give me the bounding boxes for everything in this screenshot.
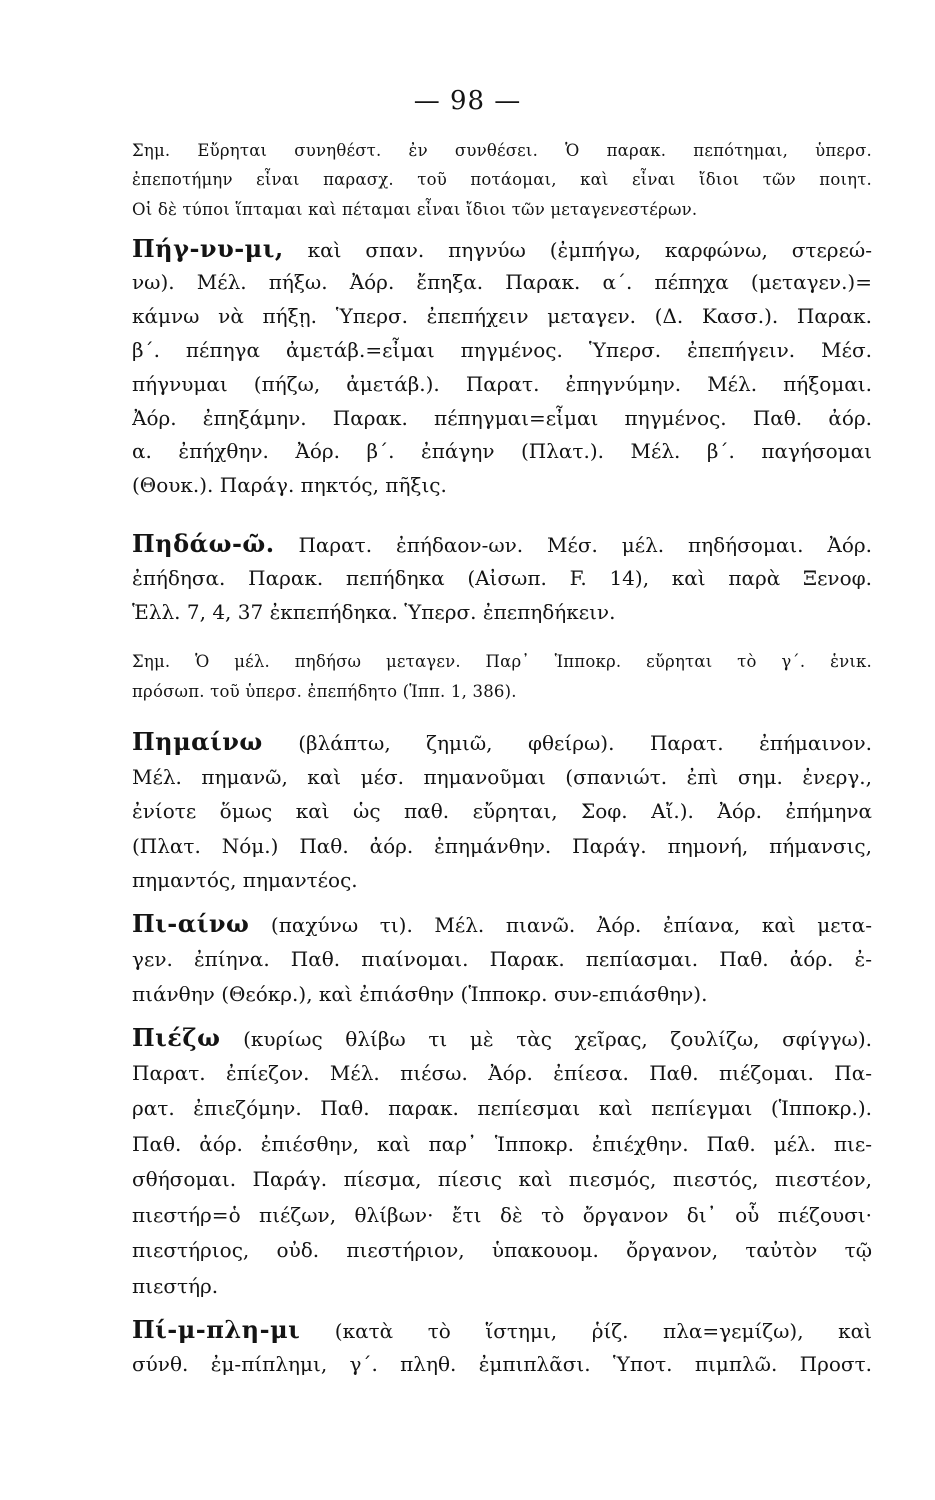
entry-line: Παρατ. ἐπίεζον. Μέλ. πιέσω. Ἀόρ. ἐπίεσα. Παθ. πιέζομαι. Πα- (132, 1061, 872, 1085)
entry-line: Ἑλλ. 7, 4, 37 ἐκπεπήδηκα. Ὑπερσ. ἐπεπηδήκειν. (132, 600, 616, 624)
note-line: πρόσωπ. τοῦ ὑπερσ. ἐπεπήδητο (Ἱππ. 1, 386). (132, 682, 517, 701)
entry-line: ἐπήδησα. Παρακ. πεπήδηκα (Αἰσωπ. F. 14), καὶ παρὰ Ξενοφ. (132, 566, 872, 590)
entry-line: Μέλ. πημανῶ, καὶ μέσ. πημανοῦμαι (σπανιώτ. ἐπὶ σημ. ἐνεργ., (132, 765, 872, 789)
page-number: — 98 — (413, 86, 522, 116)
entry-line: ἐνίοτε ὅμως καὶ ὡς παθ. εὔρηται, Σοφ. Αἴ.). Ἀόρ. ἐπήμηνα (132, 799, 872, 823)
headword: Πί-μ-πλη-μι (132, 1316, 301, 1344)
entry-line: Πήγ-νυ-μι, καὶ σπαν. πηγνύω (ἐμπήγω, καρφώνω, στερεώ- (132, 235, 872, 263)
entry-line: πιεστήρ=ὁ πιέζων, θλίβων· ἔτι δὲ τὸ ὄργανον δι᾽ οὗ πιέζουσι· (132, 1203, 872, 1227)
entry-line: Πί-μ-πλη-μι (κατὰ τὸ ἵστημι, ῥίζ. πλα=γεμίζω), καὶ (132, 1316, 872, 1344)
note-line: Σημ. Ὁ μέλ. πηδήσω μεταγεν. Παρ᾽ Ἱπποκρ. εὔρηται τὸ γ΄. ἑνικ. (132, 652, 872, 671)
entry-line: ρατ. ἐπιεζόμην. Παθ. παρακ. πεπίεσμαι καὶ πεπίεγμαι (Ἱπποκρ.). (132, 1096, 872, 1120)
entry-line: πήγνυμαι (πήζω, ἀμετάβ.). Παρατ. ἐπηγνύμην. Μέλ. πήξομαι. (132, 372, 872, 396)
entry-line: (Πλατ. Νόμ.) Παθ. ἀόρ. ἐπημάνθην. Παράγ. πημονή, πήμανσις, (132, 834, 872, 858)
entry-line: Πι-αίνω (παχύνω τι). Μέλ. πιανῶ. Ἀόρ. ἐπίανα, καὶ μετα- (132, 910, 872, 938)
headword: Πιέζω (132, 1024, 221, 1052)
note-line: Οἱ δὲ τύποι ἵπταμαι καὶ πέταμαι εἶναι ἴδιοι τῶν μεταγενεστέρων. (132, 200, 698, 219)
entry-line: πιεστήριος, οὐδ. πιεστήριον, ὑπακουομ. ὄργανον, ταὐτὸν τῷ (132, 1238, 872, 1262)
headword: Πημαίνω (132, 728, 263, 756)
entry-line: πημαντός, πημαντέος. (132, 868, 358, 892)
entry-line: (Θουκ.). Παράγ. πηκτός, πῆξις. (132, 473, 447, 497)
note-line: Σημ. Εὔρηται συνηθέστ. ἐν συνθέσει. Ὁ παρακ. πεπότημαι, ὑπερσ. (132, 141, 872, 160)
headword: Πήγ-νυ-μι, (132, 235, 284, 263)
entry-line: πιάνθην (Θεόκρ.), καὶ ἐπιάσθην (Ἱπποκρ. συν-επιάσθην). (132, 982, 708, 1006)
entry-line: σύνθ. ἐμ-πίπλημι, γ΄. πληθ. ἐμπιπλᾶσι. Ὑποτ. πιμπλῶ. Προστ. (132, 1352, 872, 1376)
entry-line: γεν. ἐπίηνα. Παθ. πιαίνομαι. Παρακ. πεπίασμαι. Παθ. ἀόρ. ἐ- (132, 947, 872, 971)
entry-line: Πηδάω-ῶ. Παρατ. ἐπήδαον-ων. Μέσ. μέλ. πηδήσομαι. Ἀόρ. (132, 530, 872, 558)
entry-line: β΄. πέπηγα ἀμετάβ.=εἶμαι πηγμένος. Ὑπερσ. ἐπεπήγειν. Μέσ. (132, 338, 872, 362)
entry-line: Παθ. ἀόρ. ἐπιέσθην, καὶ παρ᾽ Ἱπποκρ. ἐπιέχθην. Παθ. μέλ. πιε- (132, 1132, 872, 1156)
entry-line: κάμνω νὰ πήξῃ. Ὑπερσ. ἐπεπήχειν μεταγεν. (Δ. Κασσ.). Παρακ. (132, 304, 872, 328)
headword: Πηδάω-ῶ. (132, 530, 275, 558)
entry-line: πιεστήρ. (132, 1274, 219, 1298)
headword: Πι-αίνω (132, 910, 250, 938)
entry-line: νω). Μέλ. πήξω. Ἀόρ. ἔπηξα. Παρακ. α΄. πέπηχα (μεταγεν.)= (132, 270, 872, 294)
entry-line: Ἀόρ. ἐπηξάμην. Παρακ. πέπηγμαι=εἶμαι πηγμένος. Παθ. ἀόρ. (132, 406, 872, 430)
note-line: ἐπεποτήμην εἶναι παρασχ. τοῦ ποτάομαι, καὶ εἶναι ἴδιοι τῶν ποιητ. (132, 170, 872, 189)
entry-line: Πημαίνω (βλάπτω, ζημιῶ, φθείρω). Παρατ. ἐπήμαινον. (132, 728, 872, 756)
entry-line: σθήσομαι. Παράγ. πίεσμα, πίεσις καὶ πιεσμός, πιεστός, πιεστέον, (132, 1167, 872, 1191)
entry-line: α. ἐπήχθην. Ἀόρ. β΄. ἐπάγην (Πλατ.). Μέλ. β΄. παγήσομαι (132, 439, 872, 463)
entry-line: Πιέζω (κυρίως θλίβω τι μὲ τὰς χεῖρας, ζουλίζω, σφίγγω). (132, 1024, 872, 1052)
